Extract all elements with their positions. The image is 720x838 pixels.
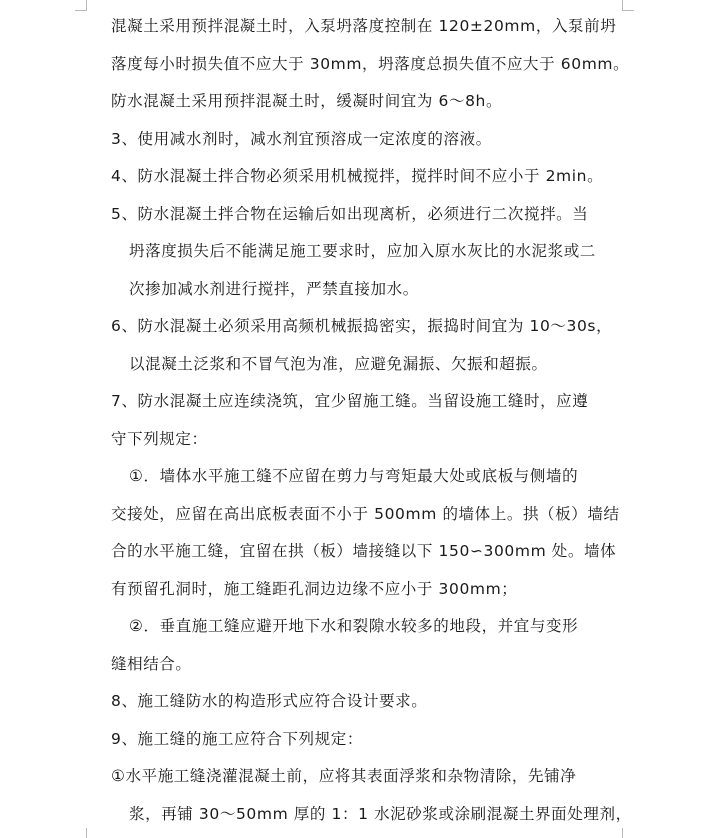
text-line: 4、防水混凝土拌合物必须采用机械搅拌，搅拌时间不应小于 2min。 (111, 167, 604, 185)
crop-mark-bottom-left-v (86, 828, 87, 838)
crop-mark-top-right-h (622, 10, 634, 11)
text-line: 缝相结合。 (111, 655, 192, 673)
crop-mark-bottom-right-v (622, 828, 623, 838)
text-line: 混凝土采用预拌混凝土时，入泵坍落度控制在 120±20mm，入泵前坍 (111, 17, 617, 35)
text-line: 8、施工缝防水的构造形式应符合设计要求。 (111, 692, 428, 710)
text-line: 守下列规定： (111, 430, 208, 448)
text-line: ②．垂直施工缝应避开地下水和裂隙水较多的地段，并宜与变形 (129, 617, 579, 635)
text-line: 6、防水混凝土必须采用高频机械振捣密实，振捣时间宜为 10～30s， (111, 317, 613, 335)
crop-mark-top-left-h (75, 10, 87, 11)
crop-mark-top-left-v (86, 0, 87, 10)
text-line: 防水混凝土采用预拌混凝土时，缓凝时间宜为 6～8h。 (111, 92, 503, 110)
text-line: 落度每小时损失值不应大于 30mm，坍落度总损失值不应大于 60mm。 (111, 55, 630, 73)
text-line: 次掺加减水剂进行搅拌，严禁直接加水。 (129, 280, 419, 298)
text-line: ①．墙体水平施工缝不应留在剪力与弯矩最大处或底板与侧墙的 (129, 467, 579, 485)
text-line: 浆，再铺 30～50mm 厚的 1：1 水泥砂浆或涂刷混凝土界面处理剂， (129, 805, 632, 823)
text-line: 有预留孔洞时，施工缝距孔洞边边缘不应小于 300mm； (111, 580, 518, 598)
text-line: 9、施工缝的施工应符合下列规定： (111, 730, 363, 748)
crop-mark-top-right-v (622, 0, 623, 10)
text-line: 坍落度损失后不能满足施工要求时，应加入原水灰比的水泥浆或二 (129, 242, 596, 260)
text-line: 5、防水混凝土拌合物在运输后如出现离析，必须进行二次搅拌。当 (111, 205, 589, 223)
text-line: 7、防水混凝土应连续浇筑，宜少留施工缝。当留设施工缝时，应遵 (111, 392, 589, 410)
text-line: 交接处，应留在高出底板表面不小于 500mm 的墙体上。拱（板）墙结 (111, 505, 620, 523)
text-line: 合的水平施工缝，宜留在拱（板）墙接缝以下 150∽300mm 处。墙体 (111, 542, 617, 560)
text-line: ①水平施工缝浇灌混凝土前，应将其表面浮浆和杂物清除，先铺净 (111, 767, 577, 785)
text-line: 3、使用减水剂时，减水剂宜预溶成一定浓度的溶液。 (111, 130, 492, 148)
text-line: 以混凝土泛浆和不冒气泡为准，应避免漏振、欠振和超振。 (129, 355, 548, 373)
